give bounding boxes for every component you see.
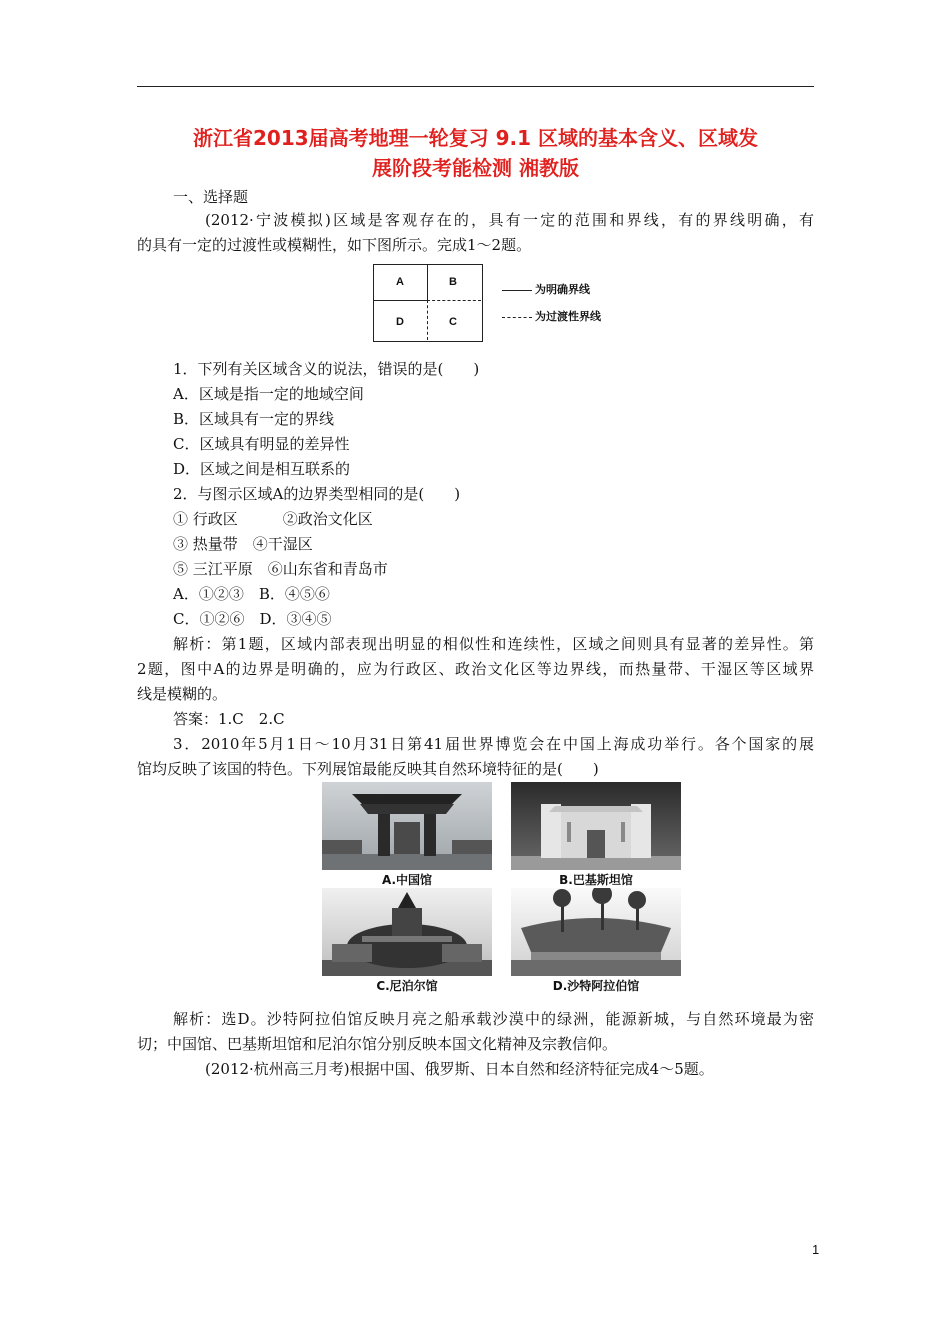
region-diagram — [373, 264, 483, 342]
q3-line1: 3．2010年5月1日～10月31日第41届世界博览会在中国上海成功举行。各个国家的展 — [173, 735, 814, 753]
intro-q4-5: (2012·杭州高三月考)根据中国、俄罗斯、日本自然和经济特征完成4～5题。 — [205, 1060, 714, 1078]
analysis3-line2: 切；中国馆、巴基斯坦馆和尼泊尔馆分别反映本国文化精神及宗教信仰。 — [137, 1035, 618, 1053]
intro-line1: (2012·宁波模拟)区域是客观存在的，具有一定的范围和界线，有的界线明确，有 — [205, 211, 814, 229]
q2-items-1: ① 行政区 ②政治文化区 — [173, 510, 373, 528]
dashed-line-icon — [502, 317, 532, 318]
photo-d-caption: D.沙特阿拉伯馆 — [552, 979, 640, 993]
q2-items-3: ⑤ 三江平原 ⑥山东省和青岛市 — [173, 560, 388, 578]
intro-line2: 的具有一定的过渡性或模糊性，如下图所示。完成1～2题。 — [137, 236, 532, 254]
q2-options-1: A．①②③ B．④⑤⑥ — [173, 585, 330, 603]
section-heading: 一、选择题 — [173, 188, 249, 206]
region-b-label: B — [449, 276, 457, 288]
nepal-pavilion-icon — [322, 888, 492, 976]
region-a-label: A — [396, 276, 404, 288]
answer-1-2: 答案：1.C 2.C — [173, 710, 285, 728]
pakistan-pavilion-icon — [511, 782, 681, 870]
q1-stem: 1．下列有关区域含义的说法，错误的是( ) — [173, 360, 480, 378]
pakistan-pavilion-photo — [511, 782, 681, 870]
doc-title-line2: 展阶段考能检测 湘教版 — [372, 156, 579, 180]
q1-option-a: A．区域是指一定的地域空间 — [173, 385, 364, 403]
header-rule — [137, 86, 814, 87]
q2-items-2: ③ 热量带 ④干湿区 — [173, 535, 313, 553]
solid-line-icon — [502, 290, 532, 291]
q1-option-d: D．区域之间是相互联系的 — [173, 460, 351, 478]
nepal-pavilion-photo — [322, 888, 492, 976]
analysis1-line1: 解析：第1题，区域内部表现出明显的相似性和连续性，区域之间则具有显著的差异性。第 — [173, 635, 814, 653]
q3-line2: 馆均反映了该国的特色。下列展馆最能反映其自然环境特征的是( ) — [137, 760, 599, 778]
analysis1-line3: 线是模糊的。 — [137, 685, 228, 703]
doc-title-line1: 浙江省2013届高考地理一轮复习 9.1 区域的基本含义、区域发 — [192, 126, 759, 150]
saudi-pavilion-photo — [511, 888, 681, 976]
q2-options-2: C．①②⑥ D．③④⑤ — [173, 610, 332, 628]
q2-stem: 2．与图示区域A的边界类型相同的是( ) — [173, 485, 461, 503]
saudi-pavilion-icon — [511, 888, 681, 976]
photo-b-caption: B.巴基斯坦馆 — [559, 873, 633, 887]
china-pavilion-photo — [322, 782, 492, 870]
analysis1-line2: 2题，图中A的边界是明确的，应为行政区、政治文化区等边界线，而热量带、干湿区等区域界 — [137, 660, 814, 678]
region-d-label: D — [396, 316, 404, 328]
page-number: 1 — [812, 1242, 820, 1257]
analysis3-line1: 解析：选D。沙特阿拉伯馆反映月亮之船承载沙漠中的绿洲，能源新城，与自然环境最为密 — [173, 1010, 814, 1028]
legend-solid: 为明确界线 — [502, 281, 590, 297]
q1-option-c: C．区域具有明显的差异性 — [173, 435, 350, 453]
legend-dashed: 为过渡性界线 — [502, 308, 601, 324]
photo-a-caption: A.中国馆 — [381, 873, 433, 887]
region-c-label: C — [449, 316, 457, 328]
china-pavilion-icon — [322, 782, 492, 870]
photo-c-caption: C.尼泊尔馆 — [376, 979, 438, 993]
q1-option-b: B．区域具有一定的界线 — [173, 410, 335, 428]
